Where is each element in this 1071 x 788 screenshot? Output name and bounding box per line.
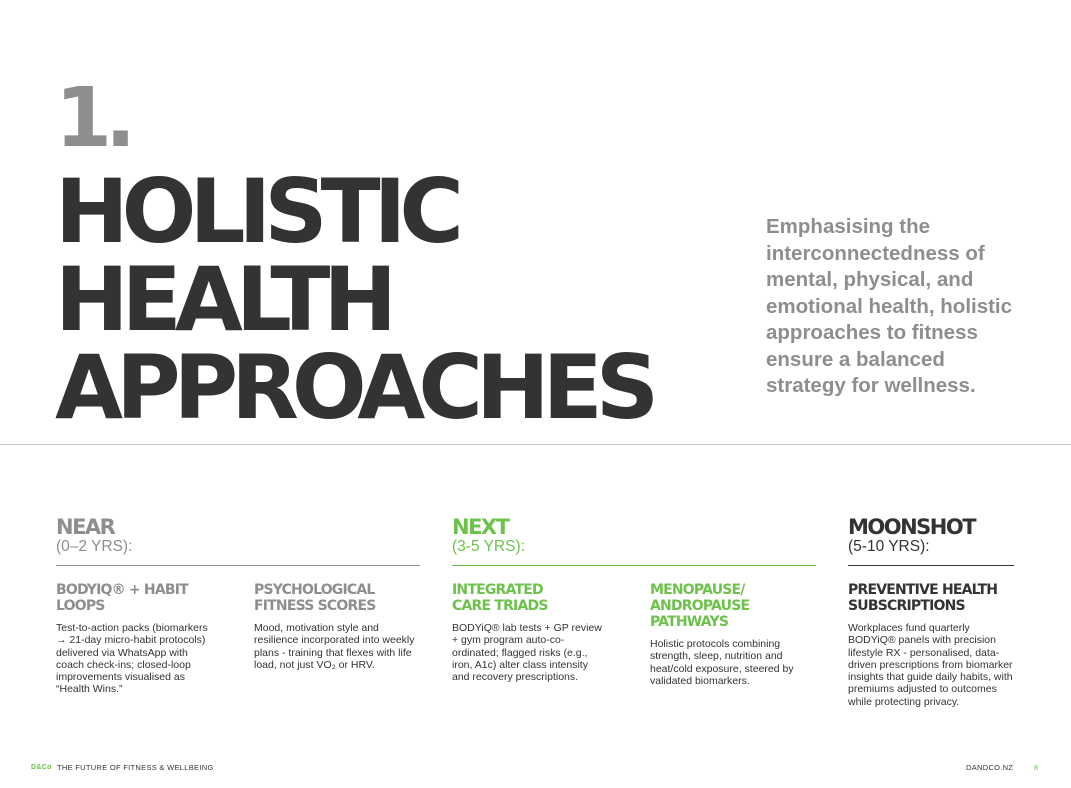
item-preventive-health-subscriptions xyxy=(848,582,1016,708)
phase-moonshot-years: (5-10 YRS): xyxy=(848,538,930,555)
intro-text: Emphasising the interconnectedness of mental, physical, and emotional health, holistic approaches to fitness ensure a balanced strategy for wellness. xyxy=(766,215,1013,397)
phase-moonshot-rule xyxy=(848,565,1014,566)
section-number: 1. xyxy=(55,71,130,166)
item-title: INTEGRATED CARE TRIADS xyxy=(452,582,548,614)
item-title: PSYCHOLOGICAL FITNESS SCORES xyxy=(254,582,376,614)
item-menopause-andropause-pathways xyxy=(650,582,818,687)
footer-logo: D&Co xyxy=(31,764,52,771)
footer-website: DANDCO.NZ xyxy=(966,763,1014,772)
item-title: MENOPAUSE/ ANDROPAUSE PATHWAYS xyxy=(650,582,750,630)
page-title xyxy=(55,160,653,439)
horizontal-divider xyxy=(0,444,1071,445)
phase-near-name: NEAR xyxy=(56,515,115,539)
item-body: Workplaces fund quarterly BODYiQ® panels with precision lifestyle RX - personalised, data-driven prescriptions from biomarker insights that guide daily habits, with premiums adjusted to outcomes while protecting privacy. xyxy=(848,622,1013,708)
item-title: BODYIQ® + HABIT LOOPS xyxy=(56,582,188,614)
title-line-1: HOLISTIC xyxy=(55,160,458,263)
title-line-2: HEALTH xyxy=(55,248,391,351)
footer-publication: THE FUTURE OF FITNESS & WELLBEING xyxy=(57,763,214,772)
item-body: Test-to-action packs (biomarkers → 21-day micro-habit protocols) delivered via WhatsApp with coach check-ins; closed-loop improvements visualised as “Health Wins.” xyxy=(56,622,208,696)
item-body: Holistic protocols combining strength, sleep, nutrition and heat/cold exposure, steered by validated biomarkers. xyxy=(650,638,794,687)
phase-next xyxy=(452,516,817,566)
phase-next-years: (3-5 YRS): xyxy=(452,538,525,555)
item-body: Mood, motivation style and resilience incorporated into weekly plans - training that flexes with life load, not just VO₂ or HRV. xyxy=(254,622,415,671)
item-body: BODYiQ® lab tests + GP review + gym program auto-co-ordinated; flagged risks (e.g., iron, A1c) alter class intensity and recovery prescriptions. xyxy=(452,622,602,684)
phase-near-rule xyxy=(56,565,420,566)
phase-moonshot-name: MOONSHOT xyxy=(848,515,976,539)
phase-near-years: (0–2 YRS): xyxy=(56,538,133,555)
title-line-3: APPROACHES xyxy=(55,336,653,439)
item-integrated-care-triads xyxy=(452,582,620,683)
phase-near xyxy=(56,516,421,566)
item-psychological-fitness-scores xyxy=(254,582,422,671)
item-bodyiq-habit-loops xyxy=(56,582,224,696)
phase-moonshot xyxy=(848,516,1018,566)
phase-next-rule xyxy=(452,565,816,566)
phase-next-name: NEXT xyxy=(452,515,509,539)
footer-page-number: 8 xyxy=(1034,763,1039,772)
item-title: PREVENTIVE HEALTH SUBSCRIPTIONS xyxy=(848,582,998,614)
